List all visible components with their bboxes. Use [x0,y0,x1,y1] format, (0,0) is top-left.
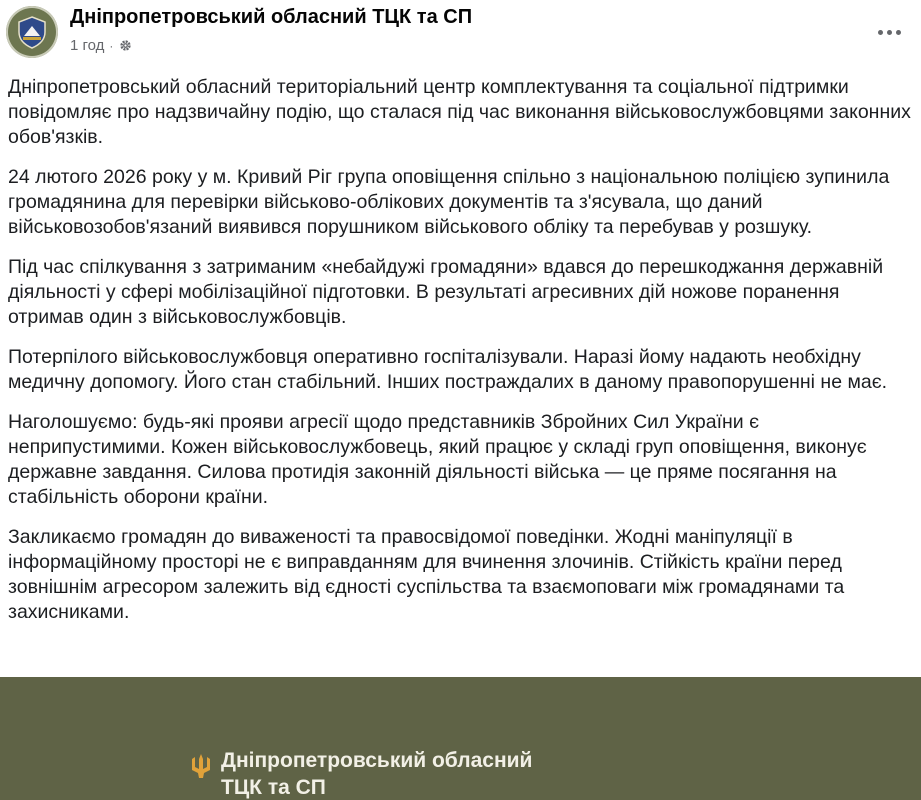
page-name[interactable]: Дніпропетровський обласний ТЦК та СП [70,6,473,28]
more-dots-icon [887,30,892,35]
post-paragraph: Наголошуємо: будь-які прояви агресії щодо представників Збройних Сил України є неприпустимими. Кожен військовослужбовець, який працює у складі груп оповіщення, виконує державне завдання. Силова протидія законній діяльності війська — це пряме посягання на стабільність оборони країни. [8,411,867,508]
shield-emblem-icon [14,14,50,50]
meta-separator: · [109,38,114,53]
more-dots-icon [878,30,883,35]
post-paragraph: Потерпілого військовослужбовця оперативно госпіталізували. Наразі йому надають необхідну медичну допомогу. Його стан стабільний. Інших постраждалих в даному правопорушенні не має. [8,346,888,393]
post-paragraph: Дніпропетровський обласний територіальний центр комплектування та соціальної підтримки повідомляє про надзвичайну подію, що сталася під час виконання військовослужбовцями законних обов'язків. [8,76,911,148]
more-options-button[interactable] [871,14,907,50]
more-dots-icon [896,30,901,35]
banner-line-1: Дніпропетровський обласний [221,749,533,772]
banner-title [221,747,532,800]
gear-icon[interactable] [118,38,133,53]
banner-line-2: ТЦК та СП [221,776,326,799]
post-header [0,0,921,66]
post-paragraph: Закликаємо громадян до виваженості та правосвідомої поведінки. Жодні маніпуляції в інформаційному просторі не є виправданням для вчинення злочинів. Стійкість країни перед зовнішнім агресором залежить від єдності суспільства та взаємоповаги між громадянами та захисниками. [8,526,845,623]
post-time[interactable]: 1 год [70,37,105,54]
avatar[interactable] [6,6,58,58]
post-image-banner[interactable] [0,677,921,800]
post-meta [70,37,133,54]
post-text [8,75,918,640]
post-paragraph: Під час спілкування з затриманим «небайдужі громадяни» вдався до перешкоджання державній діяльності у сфері мобілізаційної підготовки. В результаті агресивних дій ножове поранення отримав один з військовослужбовців. [8,256,884,328]
post-paragraph: 24 лютого 2026 року у м. Кривий Ріг група оповіщення спільно з національною поліцією зупинила громадянина для перевірки військово-облікових документів та з'ясувала, що даний військовозобов'язаний виявився порушником військового обліку та перебував у розшуку. [8,166,890,238]
trident-icon [190,753,212,779]
